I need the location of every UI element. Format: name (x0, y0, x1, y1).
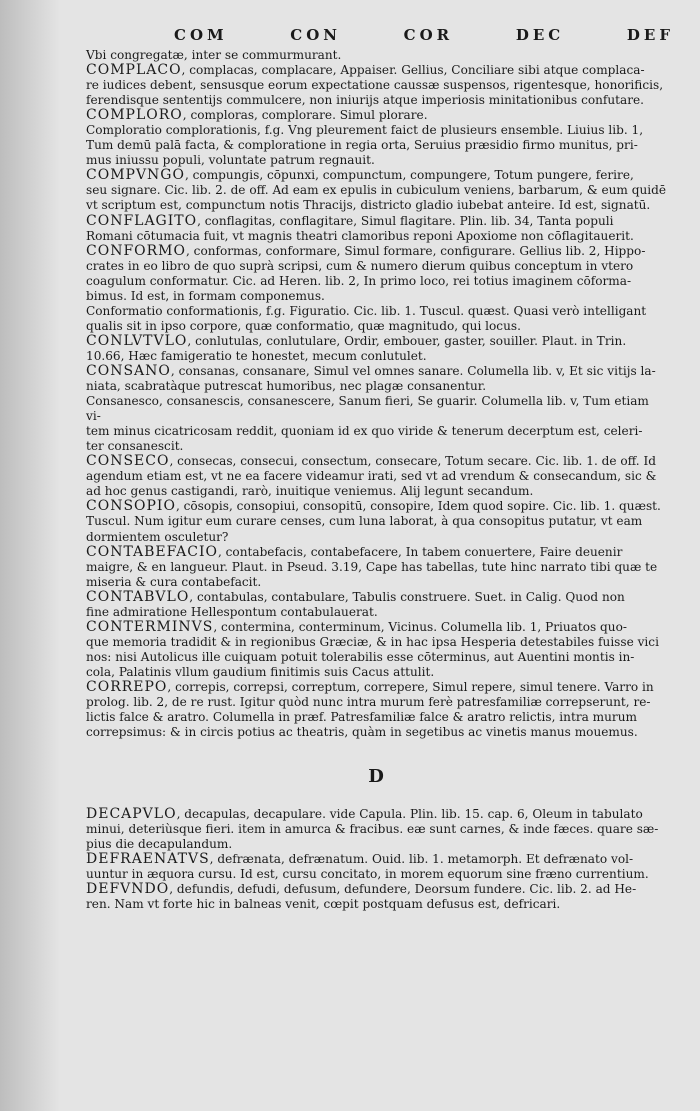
entry-text: Vbi congregatæ, inter se commurmurant. (86, 48, 342, 62)
entry-line (86, 545, 666, 560)
headword: CONTABVLO (86, 588, 190, 605)
dictionary-entry (86, 304, 666, 334)
headword: CONSECO (86, 453, 170, 470)
dictionary-entry (86, 364, 666, 394)
entry-line (86, 289, 666, 304)
headword: COMPLACO (86, 62, 182, 79)
section-c-entries (86, 48, 666, 740)
entry-text: vt scriptum est, compunctum notis Thracijs, districto gladio iubebat anteire. Id est, signatū. (86, 198, 651, 213)
entry-text: , conlutulas, conlutulare, Ordir, embouer, gaster, souiller. Plaut. in Trin. (187, 333, 627, 348)
entry-line (86, 605, 666, 620)
gutter-shadow (0, 0, 60, 1111)
entry-text: Romani cōtumacia fuit, vt magnis theatri clamoribus reponi Apoxiome non cōflagitauerit. (86, 228, 634, 243)
entry-line (86, 183, 666, 198)
entry-line (86, 575, 666, 590)
running-head-word: COM (174, 26, 228, 44)
entry-text: ad hoc genus castigandi, rarò, inuitique veniemus. Alij legunt secandum. (86, 484, 534, 499)
entry-text: bimus. Id est, in formam componemus. (86, 288, 325, 303)
entry-text: , cōsopis, consopiui, consopitū, consopire, Idem quod sopire. Cic. lib. 1. quæst. (175, 499, 661, 514)
dictionary-entry (86, 545, 666, 590)
entry-text: prolog. lib. 2, de re rust. Igitur quòd nunc intra murum ferè patresfamiliæ correpserunt, re- (86, 695, 651, 710)
entry-line (86, 364, 666, 379)
dictionary-entry (86, 590, 666, 620)
entry-line (86, 63, 666, 78)
dictionary-entry (86, 123, 666, 168)
entry-text: minui, deteriùsque fieri. item in amurca & fracibus. eæ sunt carnes, & inde fæces. quare sæ- (86, 822, 659, 837)
dictionary-entry (86, 680, 666, 740)
entry-text: , defundis, defudi, defusum, defundere, Deorsum fundere. Cic. lib. 2. ad He- (169, 882, 637, 897)
entry-text: Tuscul. Num igitur eum curare censes, cum luna laborat, à qua consopitus putatur, vt eam (86, 514, 643, 529)
entry-text: qualis sit in ipso corpore, quæ conformatio, quæ magnitudo, qui locus. (86, 318, 521, 333)
entry-line (86, 78, 666, 93)
headword: CORREPO (86, 678, 168, 695)
entry-line (86, 695, 666, 710)
entry-line (86, 710, 666, 725)
entry-line (86, 650, 666, 665)
entry-line (86, 807, 666, 822)
running-head-word: COR (403, 26, 454, 44)
dictionary-entry (86, 334, 666, 364)
entry-line (86, 680, 666, 695)
dictionary-entry (86, 214, 666, 244)
entry-line (86, 867, 666, 882)
entry-text: , conformas, conformare, Simul formare, configurare. Gellius lib. 2, Hippo- (185, 243, 646, 258)
entry-text: maigre, & en langueur. Plaut. in Pseud. 3.19, Cape has tabellas, tute hinc narrato tibi quæ te (86, 559, 658, 574)
entry-line (86, 454, 666, 469)
entry-text: , contabefacis, contabefacere, In tabem conuertere, Faire deuenir (217, 544, 623, 559)
entry-text: Tum demū palā facta, & comploratione in regia orta, Seruius præsidio firmo munitus, pri- (86, 138, 638, 153)
entry-text: , contermina, conterminum, Vicinus. Columella lib. 1, Priuatos quo- (213, 619, 627, 634)
entry-line (86, 379, 666, 394)
entry-line (86, 153, 666, 168)
entry-text: cola, Palatinis vllum gaudium finitimis suis Cacus attulit. (86, 664, 435, 679)
entry-text: ter consanescit. (86, 439, 184, 454)
entry-line (86, 484, 666, 499)
entry-line (86, 635, 666, 650)
dictionary-entry (86, 244, 666, 304)
headword: CONLVTVLO (86, 332, 188, 349)
entry-text: coagulum conformatur. Cic. ad Heren. lib. 2, In primo loco, rei totius imaginem cōforma- (86, 273, 632, 288)
entry-text: tem minus cicatricosam reddit, quoniam id ex quo viride & tenerum decerptum est, celeri- (86, 424, 643, 439)
entry-text: , defrænata, defrænatum. Ouid. lib. 1. metamorph. Et defrænato vol- (209, 852, 634, 867)
entry-line (86, 349, 666, 364)
entry-text: , conflagitas, conflagitare, Simul flagitare. Plin. lib. 34, Tanta populi (197, 213, 614, 228)
entry-line (86, 424, 666, 439)
entry-text: , compungis, cōpunxi, compunctum, compungere, Totum pungere, ferire, (184, 168, 634, 183)
entry-text: , consanas, consanare, Simul vel omnes sanare. Columella lib. v, Et sic vitijs la- (170, 363, 656, 378)
entry-line (86, 244, 666, 259)
headword: DEFVNDO (86, 881, 170, 898)
entry-text: nos: nisi Autolicus ille cuiquam potuit tolerabilis esse cōterminus, aut Auentini montis in- (86, 649, 635, 664)
entry-line (86, 93, 666, 108)
headword: CONSANO (86, 362, 171, 379)
entry-text: niata, scabratàque putrescat humoribus, nec plagæ consanentur. (86, 379, 487, 394)
entry-text: Comploratio complorationis, f.g. Vng pleurement faict de plusieurs ensemble. Liuius lib. 1, (86, 123, 644, 138)
entry-line (86, 168, 666, 183)
section-d-entries (86, 807, 666, 912)
entry-text: ren. Nam vt forte hic in balneas venit, cœpit postquam defusus est, defricari. (86, 897, 561, 912)
headword: COMPVNGO (86, 167, 185, 184)
entry-text: , correpis, correpsi, correptum, correpere, Simul repere, simul tenere. Varro in (167, 679, 654, 694)
entry-text: , complacas, complacare, Appaiser. Gellius, Conciliare sibi atque complaca- (181, 63, 645, 78)
headword: CONFORMO (86, 242, 186, 259)
entry-text: re iudices debent, sensusque eorum expectatione caussæ suspensos, rigentesque, honorificis, (86, 78, 664, 93)
dictionary-entry (86, 620, 666, 680)
entry-text: uuntur in æquora cursu. Id est, cursu concitato, in morem equorum sine fræno currentium. (86, 867, 649, 882)
entry-line (86, 274, 666, 289)
entry-line (86, 304, 666, 319)
entry-line (86, 198, 666, 213)
entry-text: Conformatio conformationis, f.g. Figuratio. Cic. lib. 1. Tuscul. quæst. Quasi verò intelligant (86, 303, 647, 318)
entry-line (86, 725, 666, 740)
running-head-word: DEC (515, 26, 565, 44)
entry-text: que memoria tradidit & in regionibus Græciæ, & in hac ipsa Hesperia detestabiles fuisse vici (86, 634, 659, 649)
dictionary-entry (86, 48, 666, 63)
entry-line (86, 852, 666, 867)
running-head-word: DEF (626, 26, 674, 44)
entry-text: seu signare. Cic. lib. 2. de off. Ad eam ex epulis in cubiculum veniens, barbarum, & eum quidē (86, 183, 667, 198)
entry-text: ferendisque sententijs commulcere, non iniurijs atque imperiosis minitationibus confutare. (86, 93, 645, 108)
entry-text: 10.66, Hæc famigeratio te honestet, mecum conlutulet. (86, 348, 427, 363)
entry-line (86, 123, 666, 138)
headword: COMPLORO (86, 107, 183, 124)
entry-line (86, 108, 666, 123)
entry-text: lictis falce & aratro. Columella in præf. Patresfamiliæ falce & aratro relictis, intra murum (86, 710, 637, 725)
entry-text: pius die decapulandum. (86, 837, 233, 852)
entry-line (86, 514, 666, 529)
entry-text: crates in eo libro de quo suprà scripsi, cum & numero dierum quibus conceptum in vtero (86, 258, 634, 273)
entry-text: mus iniussu populi, voluntate patrum regnauit. (86, 153, 375, 168)
running-head (174, 26, 674, 44)
entry-text: , consecas, consecui, consectum, consecare, Totum secare. Cic. lib. 1. de off. Id (169, 454, 657, 469)
entry-line (86, 394, 666, 424)
entry-line (86, 229, 666, 244)
entry-line (86, 439, 666, 454)
entry-line (86, 530, 666, 545)
entry-text: fine admiratione Hellespontum contabulauerat. (86, 604, 378, 619)
entry-text: , comploras, complorare. Simul plorare. (182, 108, 428, 123)
entry-text: Consanesco, consanescis, consanescere, Sanum fieri, Se guarir. Columella lib. v, Tum etiam vi- (86, 394, 649, 424)
entry-text: dormientem osculetur? (86, 529, 229, 544)
dictionary-entry (86, 852, 666, 882)
entry-text: , contabulas, contabulare, Tabulis construere. Suet. in Calig. Quod non (189, 589, 625, 604)
entry-line (86, 590, 666, 605)
dictionary-entry (86, 63, 666, 108)
running-head-word: CON (290, 26, 341, 44)
headword: CONFLAGITO (86, 212, 198, 229)
dictionary-entry (86, 168, 666, 213)
dictionary-entry (86, 454, 666, 499)
dictionary-entry (86, 394, 666, 454)
dictionary-entry (86, 499, 666, 544)
entry-line (86, 214, 666, 229)
entry-line (86, 469, 666, 484)
dictionary-entry (86, 882, 666, 912)
entry-line (86, 560, 666, 575)
headword: CONTABEFACIO (86, 543, 218, 560)
entry-text: miseria & cura contabefacit. (86, 574, 262, 589)
entry-line (86, 499, 666, 514)
entry-line (86, 259, 666, 274)
entry-line (86, 882, 666, 897)
entry-text: agendum etiam est, vt ne ea facere videamur irati, sed vt ad vrendum & consecandum, sic & (86, 469, 657, 484)
dictionary-entry (86, 108, 666, 123)
section-letter: D (368, 766, 384, 788)
headword: DECAPVLO (86, 806, 177, 823)
entry-line (86, 665, 666, 680)
headword: DEFRAENATVS (86, 851, 210, 868)
entry-line (86, 319, 666, 334)
entry-text: correpsimus: & in circis potius ac theatris, quàm in segetibus ac vinetis manus mouemus. (86, 725, 638, 740)
entry-line (86, 334, 666, 349)
dictionary-entry (86, 807, 666, 852)
entry-line (86, 837, 666, 852)
entry-line (86, 48, 666, 63)
entry-line (86, 897, 666, 912)
entry-text: , decapulas, decapulare. vide Capula. Plin. lib. 15. cap. 6, Oleum in tabulato (176, 807, 643, 822)
headword: CONTERMINVS (86, 618, 214, 635)
entry-line (86, 822, 666, 837)
headword: CONSOPIO (86, 498, 176, 515)
entry-line (86, 138, 666, 153)
entry-line (86, 620, 666, 635)
